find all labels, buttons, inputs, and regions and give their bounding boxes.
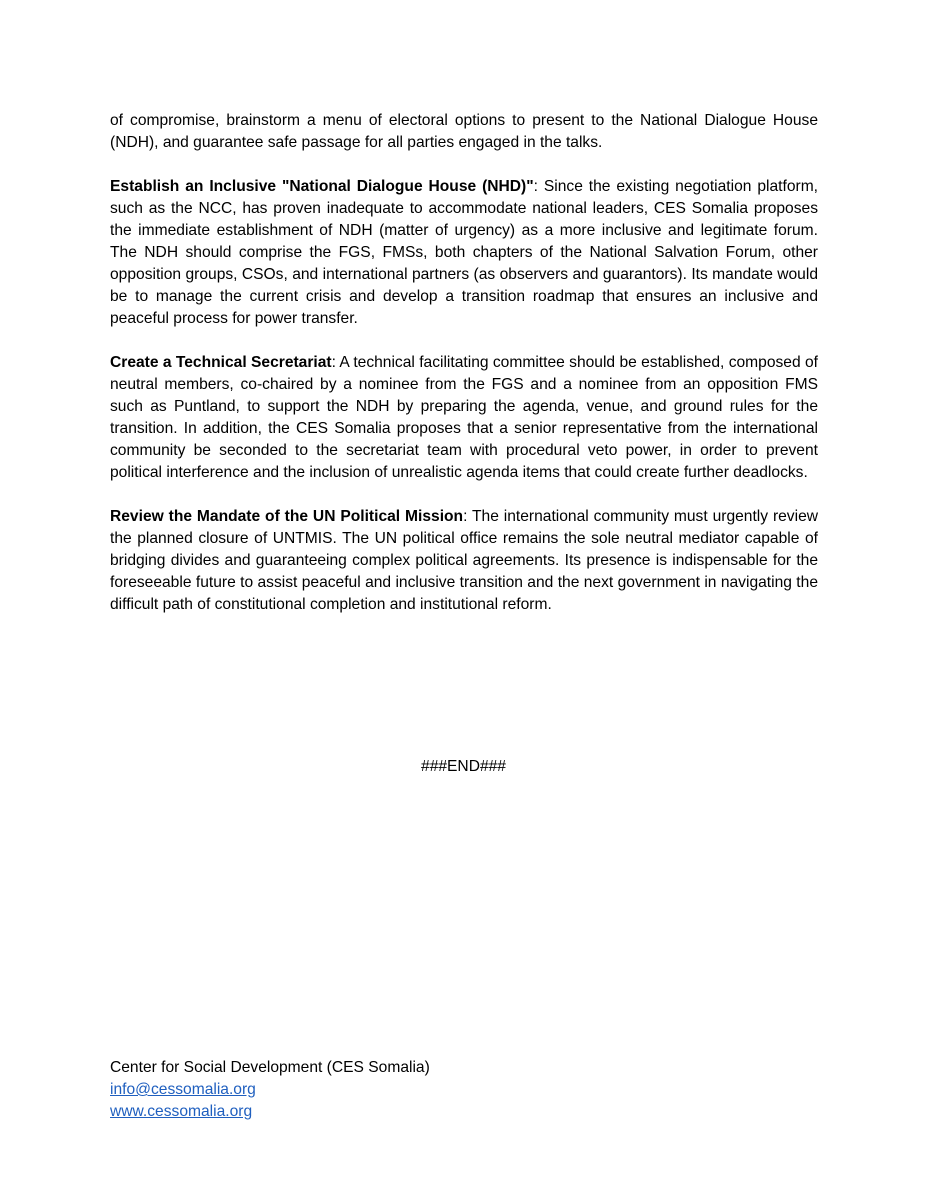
website-link[interactable]: www.cessomalia.org xyxy=(110,1103,253,1120)
intro-paragraph: of compromise, brainstorm a menu of electoral options to present to the National Dialogue House (NDH), and guarantee safe passage for all parties engaged in the talks. xyxy=(110,112,818,151)
section-heading: Review the Mandate of the UN Political Mission xyxy=(110,508,464,525)
email-link[interactable]: info@cessomalia.org xyxy=(110,1081,256,1098)
section-heading: Establish an Inclusive "National Dialogue House (NHD)" xyxy=(110,178,534,195)
section-text: : A technical facilitating committee should be established, composed of neutral members, co-chaired by a nominee from the FGS and a nominee from an opposition FMS such as Puntland, to support the NDH by preparing the agenda, venue, and ground rules for the transition. In addition, the CES Somalia proposes that a senior representative from the international community be seconded to the secretariat team with procedural veto power, in order to prevent political interference and the inclusion of unrealistic agenda items that could create further deadlocks. xyxy=(110,354,818,481)
section-technical-secretariat xyxy=(110,352,818,484)
section-heading: Create a Technical Secretariat xyxy=(110,354,332,371)
section-un-political-mission xyxy=(110,506,818,616)
section-text: : Since the existing negotiation platform, such as the NCC, has proven inadequate to accommodate national leaders, CES Somalia proposes the immediate establishment of NDH (matter of urgency) as a more inclusive and legitimate forum. The NDH should comprise the FGS, FMSs, both chapters of the National Salvation Forum, other opposition groups, CSOs, and international partners (as observers and guarantors). Its mandate would be to manage the current crisis and develop a transition roadmap that ensures an inclusive and peaceful process for power transfer. xyxy=(110,178,819,327)
section-national-dialogue-house xyxy=(110,176,818,330)
document-body xyxy=(110,110,818,638)
section-text: : The international community must urgently review the planned closure of UNTMIS. The UN political office remains the sole neutral mediator capable of bridging divides and guaranteeing complex political agreements. Its presence is indispensable for the foreseeable future to assist peaceful and inclusive transition and the next government in navigating the difficult path of constitutional completion and institutional reform. xyxy=(110,508,819,613)
organization-name: Center for Social Development (CES Somalia) xyxy=(110,1059,430,1076)
footer-contact xyxy=(110,1057,430,1123)
end-marker: ###END### xyxy=(421,758,506,775)
